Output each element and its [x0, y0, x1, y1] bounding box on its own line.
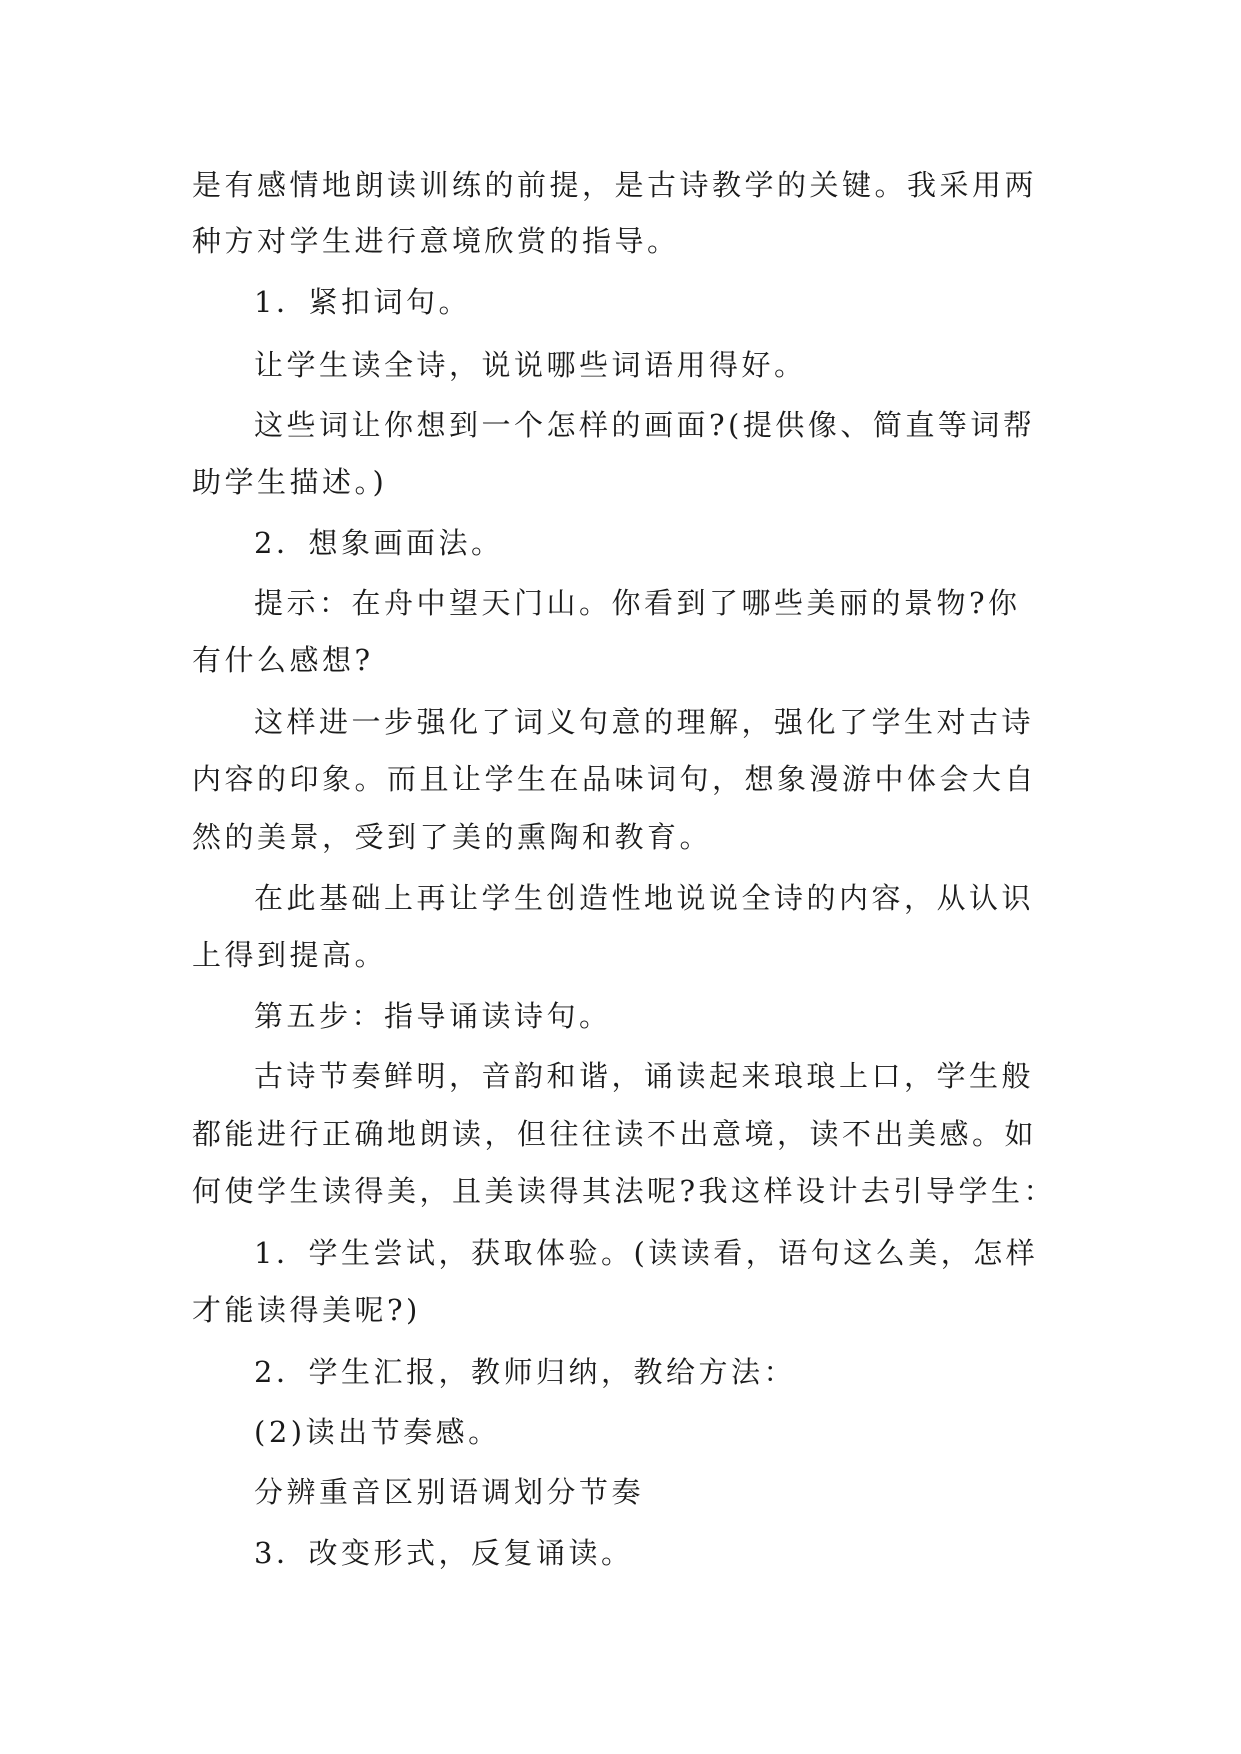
text-line: 1．学生尝试，获取体验。(读读看，语句这么美，怎样	[254, 1236, 1039, 1270]
text-line: 上得到提高。	[192, 938, 388, 972]
text-line: (2)读出节奏感。	[254, 1415, 501, 1449]
text-line: 第五步：指导诵读诗句。	[254, 999, 612, 1033]
text-line: 都能进行正确地朗读，但往往读不出意境，读不出美感。如	[192, 1117, 1038, 1151]
text-line: 3．改变形式，反复诵读。	[254, 1536, 634, 1570]
text-line: 分辨重音区别语调划分节奏	[254, 1475, 645, 1509]
text-line: 提示：在舟中望天门山。你看到了哪些美丽的景物?你	[254, 586, 1021, 620]
text-line: 何使学生读得美，且美读得其法呢?我这样设计去引导学生：	[192, 1174, 1057, 1208]
text-line: 助学生描述。)	[192, 465, 388, 499]
text-line: 2．想象画面法。	[254, 526, 504, 560]
text-line: 种方对学生进行意境欣赏的指导。	[192, 224, 680, 258]
text-line: 这样进一步强化了词义句意的理解，强化了学生对古诗	[254, 705, 1035, 739]
text-line: 才能读得美呢?)	[192, 1293, 421, 1327]
text-line: 然的美景，受到了美的熏陶和教育。	[192, 820, 713, 854]
text-line: 是有感情地朗读训练的前提，是古诗教学的关键。我采用两	[192, 168, 1038, 202]
text-line: 1．紧扣词句。	[254, 285, 471, 319]
text-line: 让学生读全诗，说说哪些词语用得好。	[254, 348, 807, 382]
text-line: 内容的印象。而且让学生在品味词句，想象漫游中体会大自	[192, 762, 1038, 796]
text-line: 2．学生汇报，教师归纳，教给方法：	[254, 1355, 796, 1389]
text-line: 在此基础上再让学生创造性地说说全诗的内容，从认识	[254, 881, 1035, 915]
text-line: 这些词让你想到一个怎样的画面?(提供像、简直等词帮	[254, 408, 1036, 442]
text-line: 古诗节奏鲜明，音韵和谐，诵读起来琅琅上口，学生般	[254, 1059, 1035, 1093]
text-line: 有什么感想?	[192, 643, 374, 677]
